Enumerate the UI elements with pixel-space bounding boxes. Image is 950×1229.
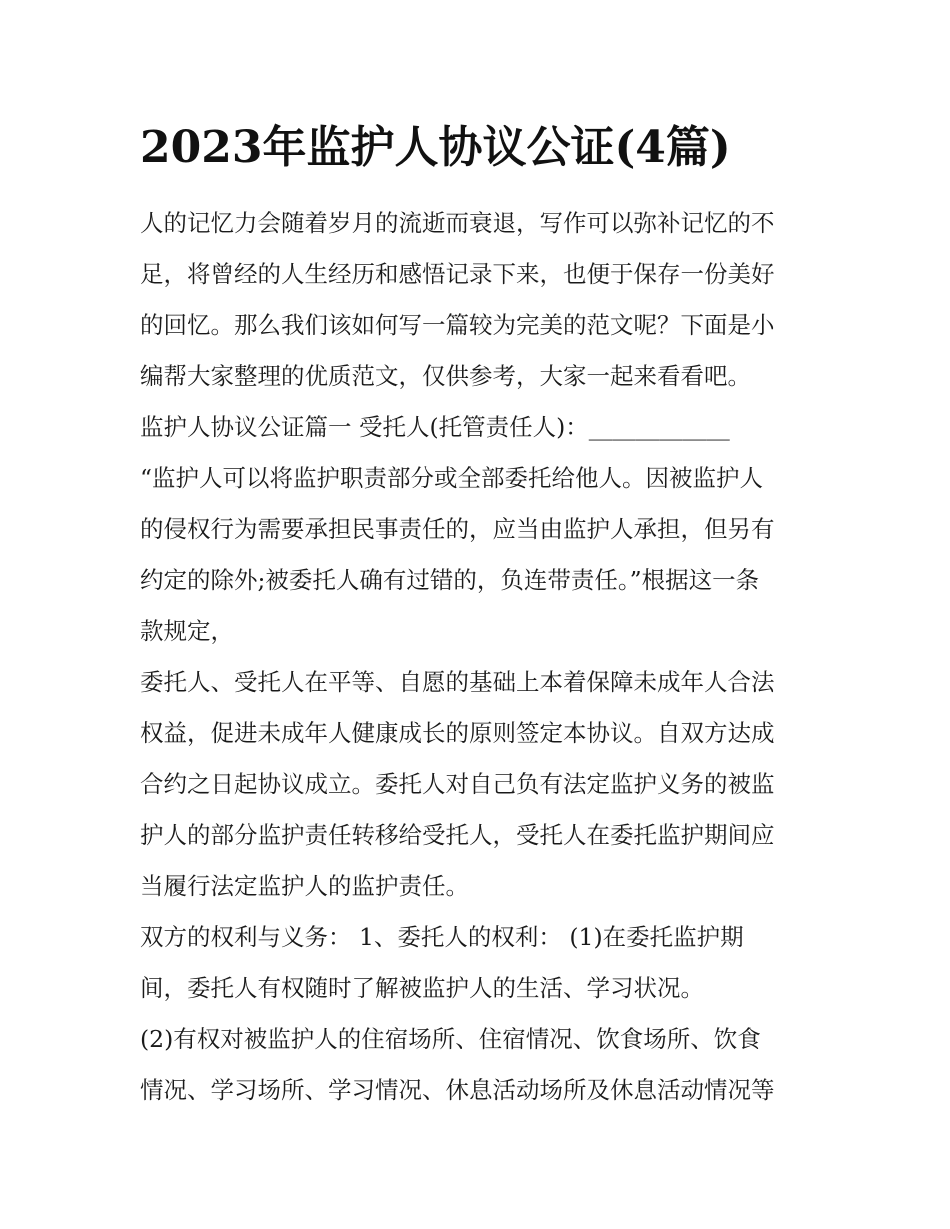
body-line-6: “监护人可以将监护职责部分或全部委托给他人。因被监护人	[140, 464, 764, 492]
body-line-3: 的回忆。那么我们该如何写一篇较为完美的范文呢？下面是小	[140, 311, 775, 339]
body-line-15: 双方的权利与义务： 1、委托人的权利： (1)在委托监护期	[140, 923, 744, 951]
body-line-12: 合约之日起协议成立。委托人对自己负有法定监护义务的被监	[140, 770, 775, 798]
body-line-4: 编帮大家整理的优质范文，仅供参考，大家一起来看看吧。	[140, 362, 751, 390]
body-line-7: 的侵权行为需要承担民事责任的，应当由监护人承担，但另有	[140, 515, 775, 543]
body-line-18: 情况、学习场所、学习情况、休息活动场所及休息活动情况等	[140, 1076, 775, 1104]
body-line-16: 间，委托人有权随时了解被监护人的生活、学习状况。	[140, 974, 704, 1002]
body-line-8: 约定的除外;被委托人确有过错的，负连带责任。”根据这一条	[140, 566, 760, 594]
body-line-10: 委托人、受托人在平等、自愿的基础上本着保障未成年人合法	[140, 668, 775, 696]
body-line-2: 足，将曾经的人生经历和感悟记录下来，也便于保存一份美好	[140, 260, 775, 288]
body-line-9: 款规定，	[140, 617, 234, 645]
body-line-11: 权益，促进未成年人健康成长的原则签定本协议。自双方达成	[140, 719, 775, 747]
body-line-1: 人的记忆力会随着岁月的流逝而衰退，写作可以弥补记忆的不	[140, 209, 775, 237]
document-title: 2023年监护人协议公证(4篇)	[140, 122, 731, 173]
body-line-14: 当履行法定监护人的监护责任。	[140, 872, 469, 900]
body-line-5: 监护人协议公证篇一 受托人(托管责任人)：____________	[140, 413, 730, 441]
body-line-17: (2)有权对被监护人的住宿场所、住宿情况、饮食场所、饮食	[140, 1025, 761, 1053]
body-line-13: 护人的部分监护责任转移给受托人，受托人在委托监护期间应	[140, 821, 775, 849]
